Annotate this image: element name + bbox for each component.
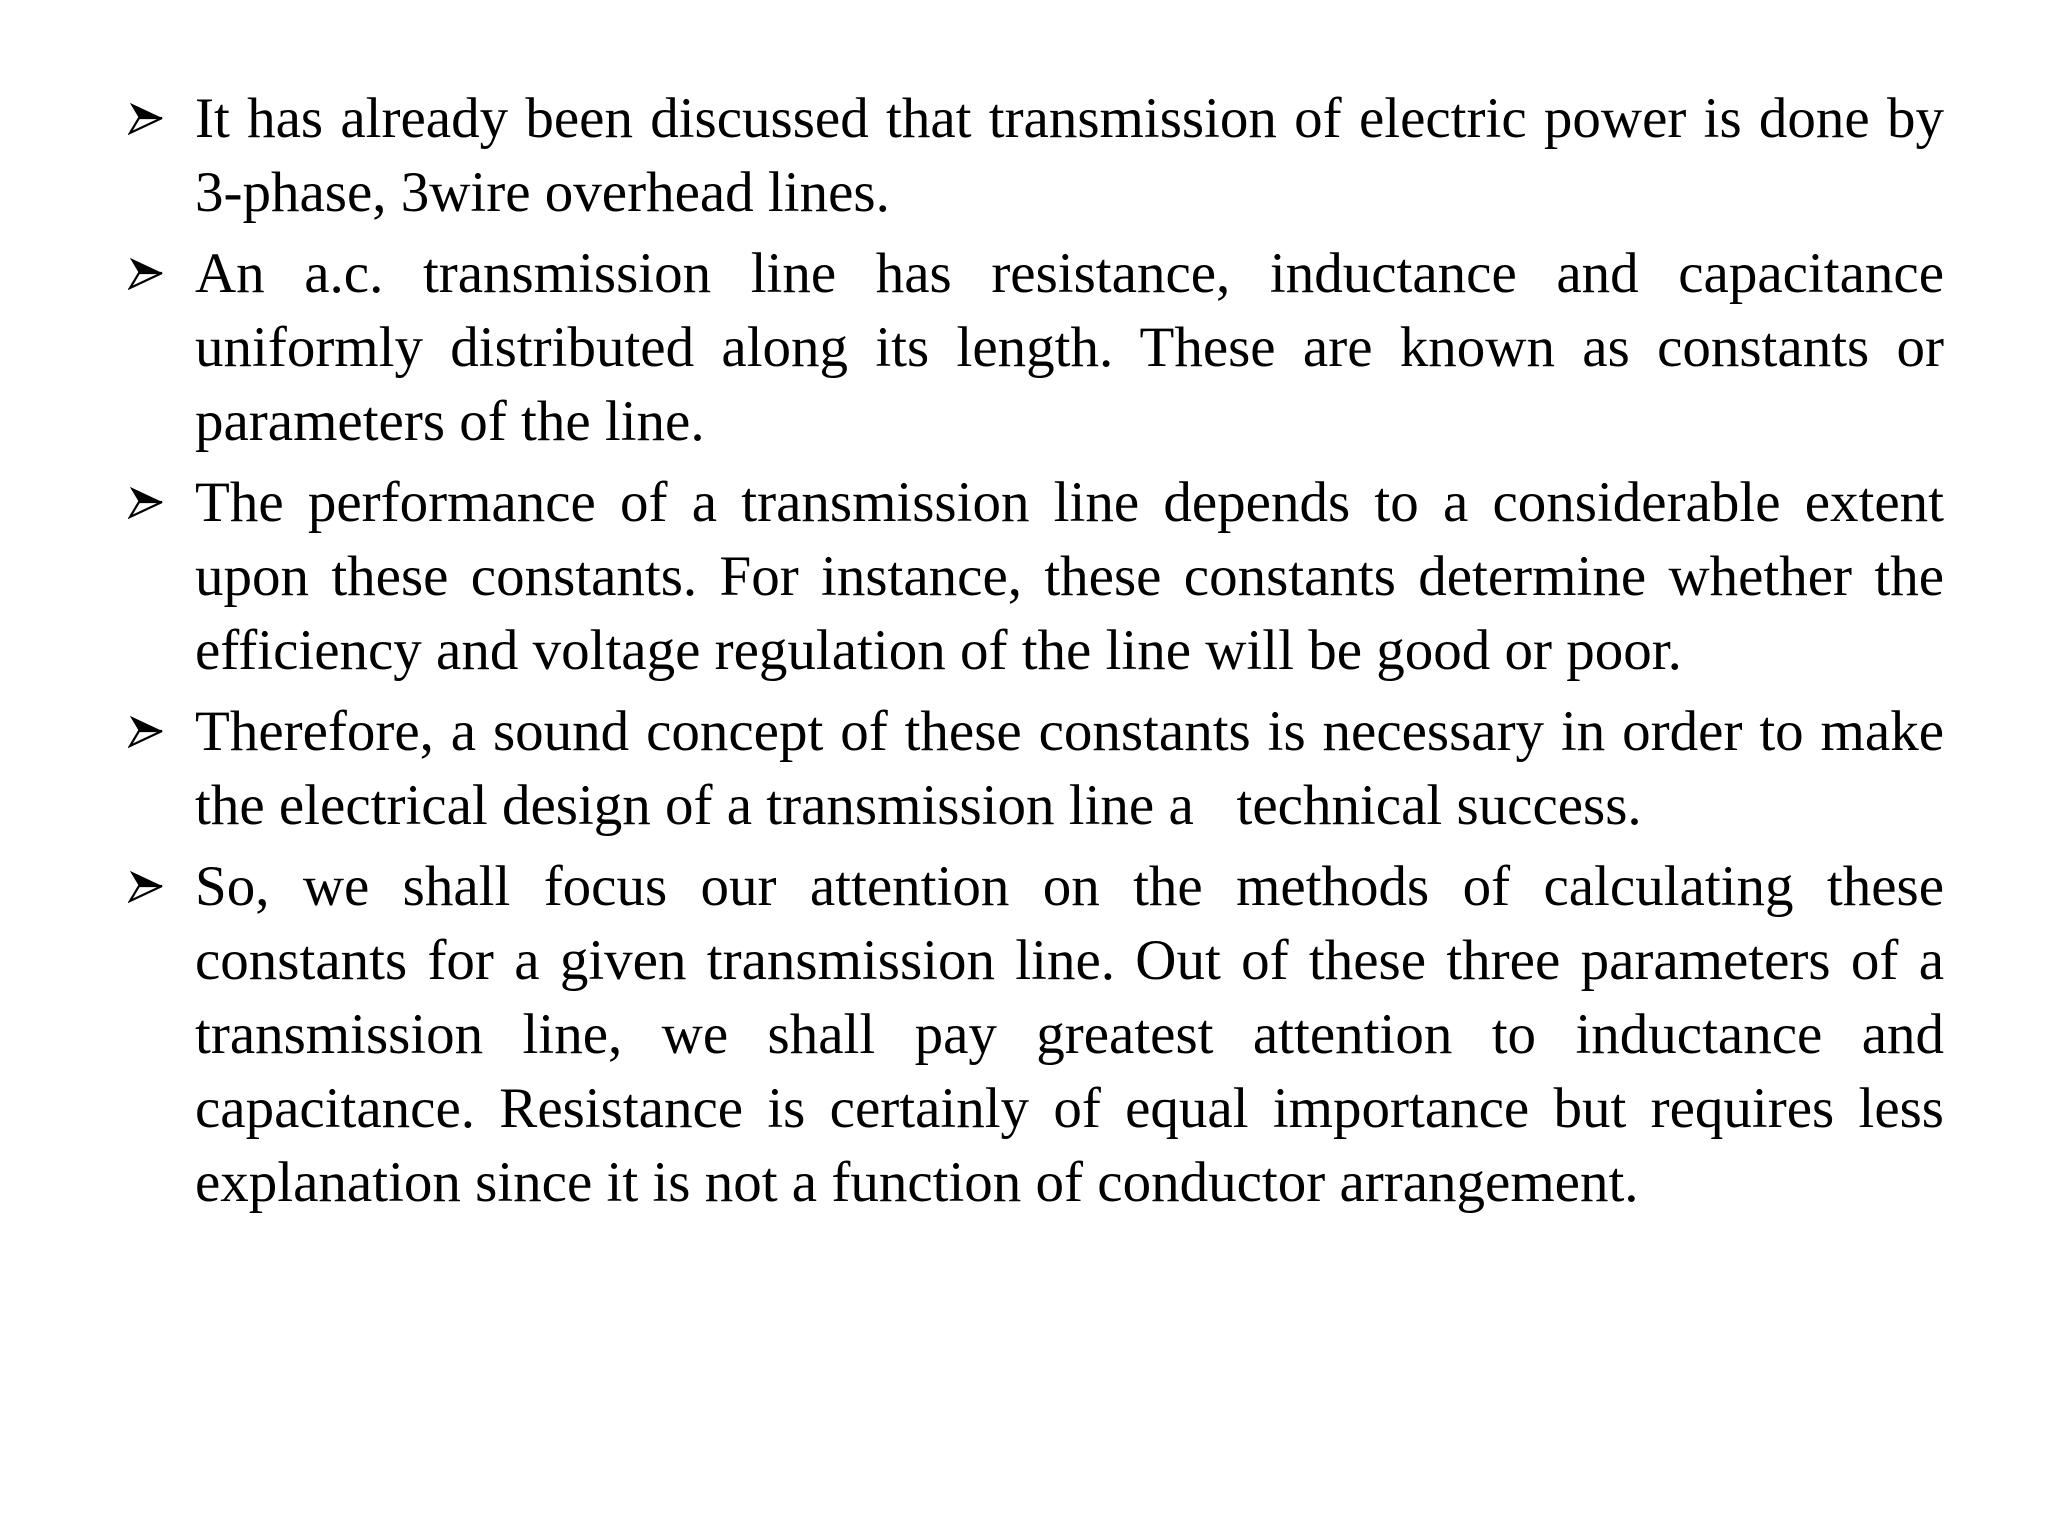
bullet-item: [128, 466, 1944, 688]
bullet-list: [128, 82, 1959, 1227]
bullet-item: [128, 850, 1944, 1220]
arrowhead-bullet-icon: [128, 255, 164, 291]
bullet-text: It has already been discussed that transmission of electric power is done by 3-phase, 3wire overhead lines.: [195, 87, 1944, 224]
bullet-text: So, we shall focus our attention on the methods of calculating these constants for a given transmission line. Out of these three parameters of a transmission line, we shall pay greatest attention to inductance and capacitance. Resistance is certainly of equal importance but requires less explanation since it is not a function of conductor arrangement.: [195, 855, 1944, 1214]
arrowhead-bullet-icon: [128, 100, 164, 136]
arrowhead-bullet-icon: [128, 713, 164, 749]
bullet-text: The performance of a transmission line depends to a considerable extent upon these constants. For instance, these constants determine whether the efficiency and voltage regulation of the line will be good or poor.: [195, 471, 1944, 682]
arrowhead-bullet-icon: [128, 484, 164, 520]
bullet-text: An a.c. transmission line has resistance, inductance and capacitance uniformly distributed along its length. These are known as constants or parameters of the line.: [195, 242, 1944, 453]
bullet-text: Therefore, a sound concept of these constants is necessary in order to make the electrical design of a transmission line a technical success.: [195, 700, 1959, 837]
bullet-item: [128, 695, 1959, 843]
bullet-item: [128, 237, 1944, 459]
bullet-item: [128, 82, 1944, 230]
arrowhead-bullet-icon: [128, 868, 164, 904]
